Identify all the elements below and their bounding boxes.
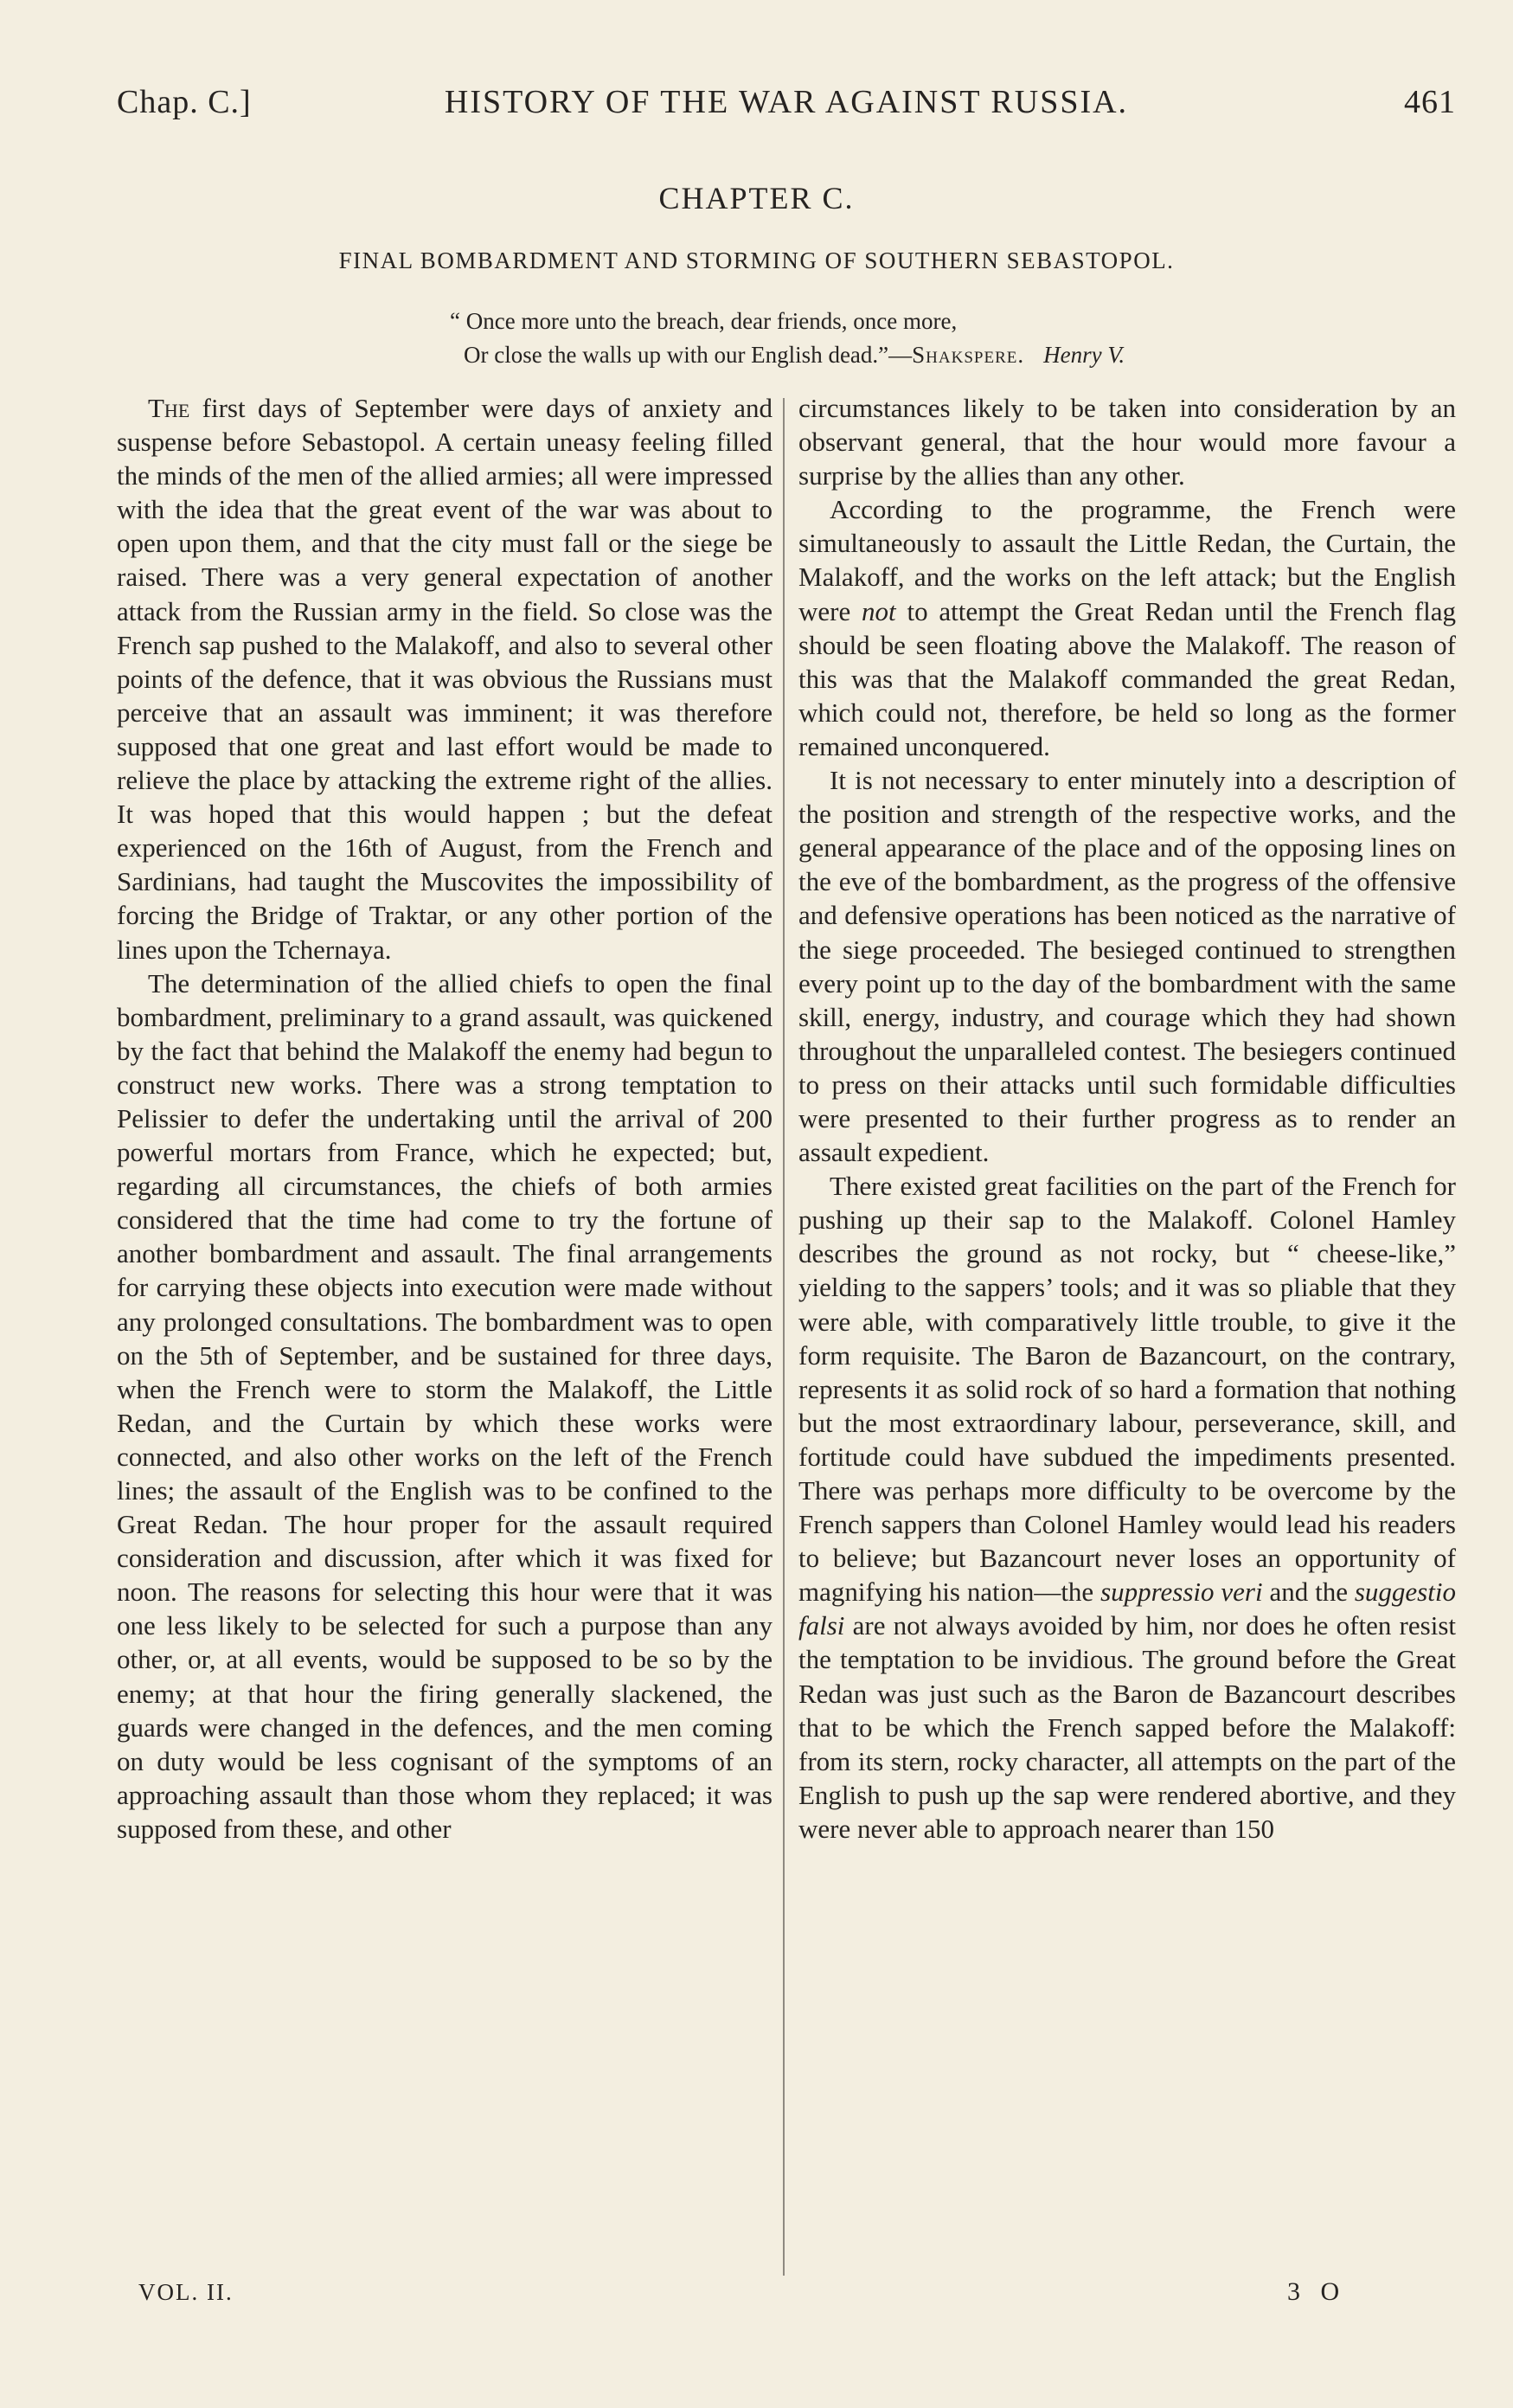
epigraph-line-2-text: Or close the walls up with our English dead.”—	[464, 342, 913, 368]
paragraph-text: first days of September were days of anxiety and suspense before Sebastopol. A certain uneasy feeling filled the minds of the men of the allied armies; all were impressed with the idea that the great event of the war was about to open upon them, and that the city must fall or the siege be raised. There was a very general expectation of another attack from the Russian army in the field. So close was the French sap pushed to the Malakoff, and also to several other points of the defence, that it was obvious the Russians must perceive that an assault was imminent; it was therefore supposed that one great and last effort would be made to relieve the place by attacking the extreme right of the allies. It was hoped that this would happen ; but the defeat experienced on the 16th of August, from the French and Sardinians, had taught the Muscovites the impossibility of forcing the Bridge of Traktar, or any other portion of the lines upon the Tchernaya.	[117, 393, 773, 965]
epigraph-work: Henry V.	[1043, 342, 1125, 368]
paragraph	[798, 1169, 1456, 1846]
page-number: 461	[1404, 84, 1456, 120]
volume-signature: VOL. II.	[138, 2279, 234, 2305]
paragraph-text: According to the programme, the French were simultaneously to assault the Little Redan, the Curtain, the Malakoff, and the works on the left attack; but the English were	[798, 494, 1456, 626]
epigraph-author: Shakspere.	[912, 342, 1025, 368]
book-title: HISTORY OF THE WAR AGAINST RUSSIA.	[444, 84, 1129, 120]
emphasis: suggestio falsi	[798, 1576, 1456, 1641]
paragraph-text: There existed great facilities on the part of the French for pushing up their sap to the Malakoff. Colonel Hamley describes the ground as not rocky, but “ cheese-like,” yielding to the sappers’ tools; and it was so pliable that they were able, with comparatively little trouble, to give it the form requisite. The Baron de Bazancourt, on the contrary, represents it as solid rock of so hard a formation that nothing but the most extraordinary labour, perseverance, skill, and fortitude could have subdued the impediments presented. There was perhaps more difficulty to be overcome by the French sappers than Colonel Hamley would lead his readers to believe; but Bazancourt never loses an opportunity of magnifying his nation—the	[798, 1171, 1456, 1608]
printer-signature: 3 O	[1287, 2277, 1347, 2306]
running-head	[117, 83, 1456, 132]
left-column	[117, 391, 773, 1846]
paragraph	[798, 492, 1456, 763]
paragraph-text: are not always avoided by him, nor does he often resist the temptation to be invidious. The ground before the Great Redan was just such as the Baron de Bazancourt describes that to be which the French sapped before the Malakoff: from its stern, rocky character, all attempts on the part of the English to push up the sap were rendered abortive, and they were never able to approach nearer than 150	[798, 1610, 1456, 1844]
paragraph	[117, 391, 773, 966]
paragraph: It is not necessary to enter minutely into a description of the position and strength of the respective works, and the general appearance of the place and of the opposing lines on the eve of the bombardment, as the progress of the offensive and defensive operations has been noticed as the narrative of the siege proceeded. The besieged continued to strengthen every point up to the day of the bombardment with the same skill, energy, industry, and courage which they had shown throughout the unparalleled contest. The besiegers continued to press on their attacks until such formidable difficulties were presented to their further progress as to render an assault expedient.	[798, 765, 1456, 1168]
epigraph-line-1: “ Once more unto the breach, dear friends, once more,	[450, 308, 958, 334]
paragraph-text: and the	[1262, 1576, 1355, 1608]
opening-word: The	[148, 393, 190, 423]
chapter-subtitle: FINAL BOMBARDMENT AND STORMING OF SOUTHERN SEBASTOPOL.	[338, 247, 1175, 273]
paragraph-text: to attempt the Great Redan until the French flag should be seen floating above the Malakoff. The reason of this was that the Malakoff commanded the great Redan, which could not, therefore, be held so long as the former remained unconquered.	[798, 595, 1456, 761]
epigraph	[450, 305, 1332, 372]
column-divider	[783, 398, 785, 2276]
paragraph: The determination of the allied chiefs to open the final bombardment, preliminary to a grand assault, was quickened by the fact that behind the Malakoff the enemy had begun to construct new works. There was a strong temptation to Pelissier to defer the undertaking until the arrival of 200 powerful mortars from France, which he expected; but, regarding all circumstances, the chiefs of both armies considered that the time had come to try the fortune of another bombardment and assault. The final arrangements for carrying these objects into execution were made without any prolonged consultations. The bombardment was to open on the 5th of September, and be sustained for three days, when the French were to storm the Malakoff, the Little Redan, and the Curtain by which these works were connected, and also other works on the left of the French lines; the assault of the English was to be confined to the Great Redan. The hour proper for the assault required consideration and discussion, after which it was fixed for noon. The reasons for selecting this hour were that it was one less likely to be selected for such a purpose than any other, or, at all events, would be supposed to be so by the enemy; at that hour the firing generally slackened, the guards were changed in the defences, and the men coming on duty would be less cognisant of the symptoms of an approaching assault than those whom they replaced; it was supposed from these, and other	[117, 967, 773, 1844]
emphasis: not	[862, 595, 896, 626]
paragraph: circumstances likely to be taken into consideration by an observant general, that the hour would more favour a surprise by the allies than any other.	[798, 393, 1456, 491]
right-column	[798, 391, 1456, 1846]
emphasis: suppressio veri	[1100, 1576, 1263, 1608]
chapter-title: CHAPTER C.	[658, 181, 855, 215]
chapter-reference: Chap. C.]	[117, 84, 252, 120]
epigraph-line-2	[450, 338, 1332, 372]
